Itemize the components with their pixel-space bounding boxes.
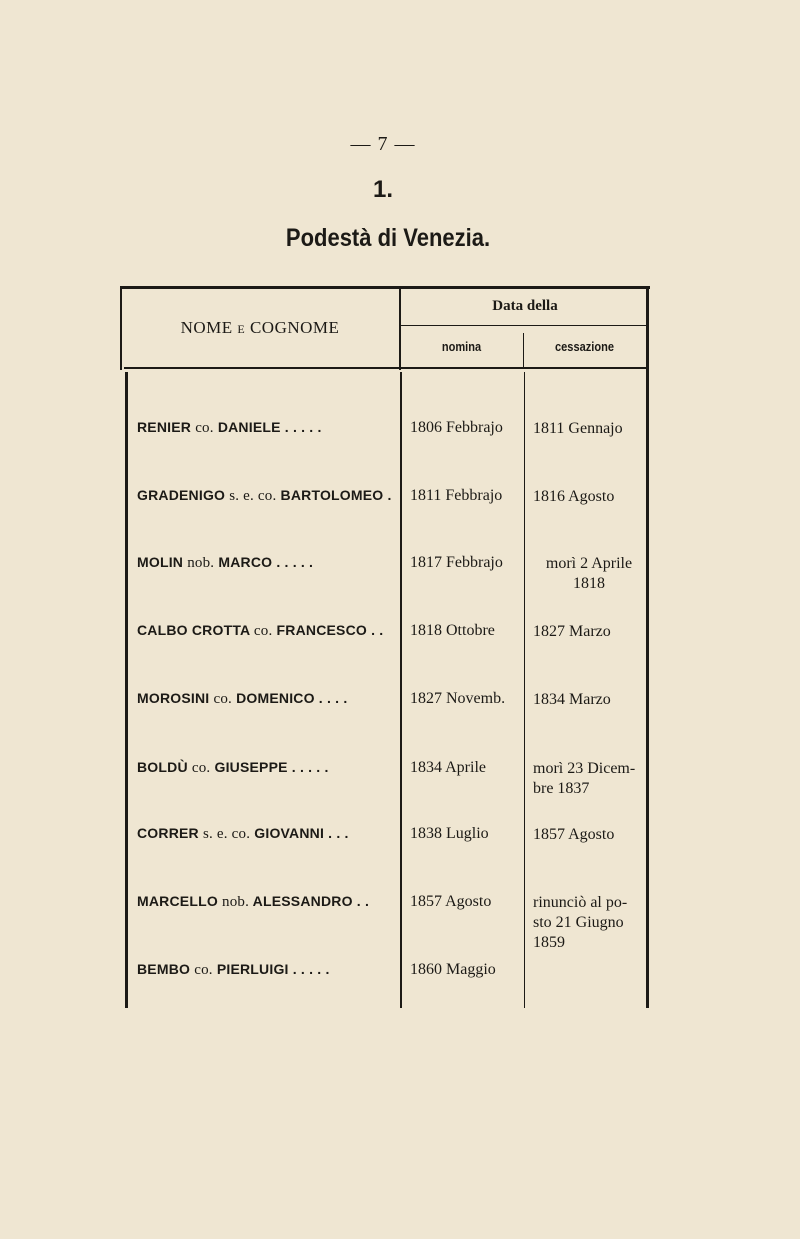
row-nomina: 1811 Febbrajo bbox=[410, 487, 503, 504]
row-nomina: 1817 Febbrajo bbox=[410, 554, 503, 571]
header-name: NOME E COGNOME bbox=[180, 318, 340, 337]
row-cessazione: 1857 Agosto bbox=[533, 826, 615, 843]
row-cessazione: 1816 Agosto bbox=[533, 488, 615, 505]
row-cessazione: 1811 Gennajo bbox=[533, 420, 623, 437]
header-bottom-rule bbox=[124, 367, 646, 369]
body-divider-name bbox=[400, 372, 402, 1008]
row-nomina: 1834 Aprile bbox=[410, 759, 486, 776]
header-cessazione: cessazione bbox=[555, 339, 614, 354]
row-name: GRADENIGO s. e. co. BARTOLOMEO . bbox=[137, 487, 392, 504]
row-nomina: 1818 Ottobre bbox=[410, 622, 495, 639]
podesta-table bbox=[120, 286, 650, 1008]
row-cessazione: 1827 Marzo bbox=[533, 623, 611, 640]
row-nomina: 1827 Novemb. bbox=[410, 690, 506, 707]
header-divider-dates bbox=[523, 333, 524, 369]
page-number: — 7 — bbox=[350, 133, 416, 155]
row-name: CALBO CROTTA co. FRANCESCO . . bbox=[137, 622, 384, 639]
header-data-della: Data della bbox=[492, 298, 558, 314]
row-cessazione: rinunciò al po-sto 21 Giugno 1859 bbox=[533, 894, 628, 951]
row-name: RENIER co. DANIELE . . . . . bbox=[137, 419, 322, 436]
row-name: BOLDÙ co. GIUSEPPE . . . . . bbox=[137, 759, 329, 776]
row-name: MOROSINI co. DOMENICO . . . . bbox=[137, 690, 348, 707]
row-name: MOLIN nob. MARCO . . . . . bbox=[137, 554, 314, 571]
body-left-border bbox=[125, 372, 128, 1008]
header-nomina: nomina bbox=[441, 339, 482, 354]
row-cessazione: morì 23 Dicem-bre 1837 bbox=[533, 760, 636, 797]
row-nomina: 1860 Maggio bbox=[410, 961, 496, 978]
section-number: 1. bbox=[372, 176, 393, 203]
row-nomina: 1838 Luglio bbox=[410, 825, 489, 842]
row-nomina: 1857 Agosto bbox=[410, 893, 492, 910]
row-cessazione: 1834 Marzo bbox=[533, 691, 611, 708]
row-name: MARCELLO nob. ALESSANDRO . . bbox=[137, 893, 370, 910]
page-title: Podestà di Venezia. bbox=[285, 224, 491, 252]
table-top-border bbox=[120, 286, 650, 289]
row-name: BEMBO co. PIERLUIGI . . . . . bbox=[137, 961, 330, 978]
header-mid-rule bbox=[401, 325, 646, 326]
table-right-border bbox=[646, 286, 649, 1008]
row-nomina: 1806 Febbrajo bbox=[410, 419, 503, 436]
row-cessazione: morì 2 Aprile 1818 bbox=[545, 555, 633, 592]
row-name: CORRER s. e. co. GIOVANNI . . . bbox=[137, 825, 349, 842]
body-divider-dates bbox=[524, 372, 525, 1008]
